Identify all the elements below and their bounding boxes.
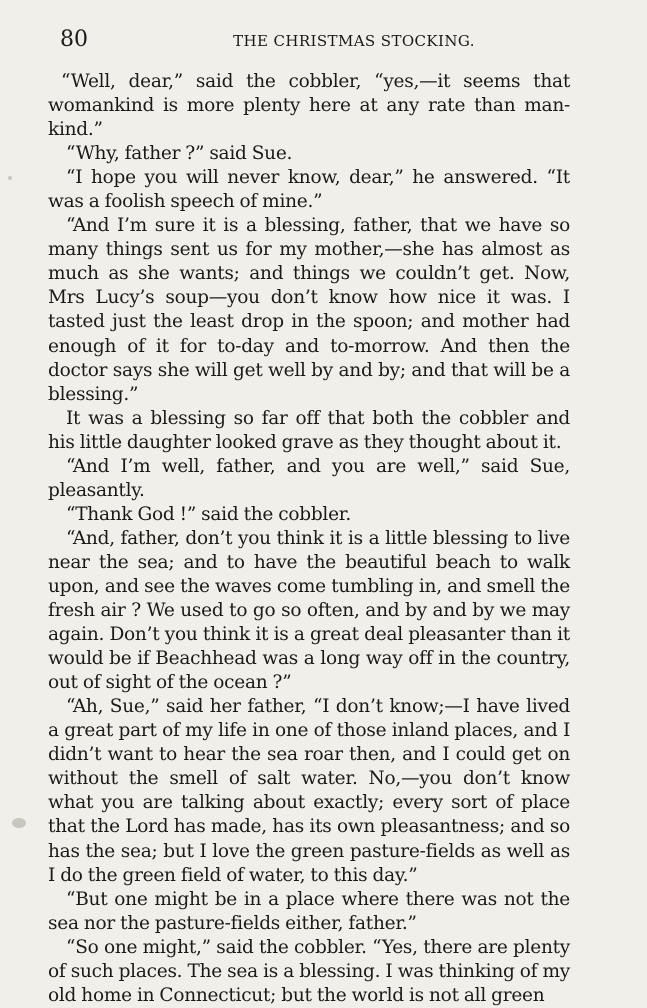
paragraph: “And, father, don’t you think it is a little blessing to live near the sea; and to have the beautiful beach to walk upon, and see the waves come tumbling in, and smell the fresh air ? We used to go so often, and by and by we may again. Don’t you think it is a great deal pleasanter than it would be if Beachhead was a long way off in the country, out of sight of the ocean ?”	[48, 527, 570, 694]
paragraph: “Why, father ?” said Sue.	[66, 143, 293, 165]
page-number: 80	[60, 27, 88, 52]
page-header	[60, 27, 608, 57]
paragraph: “Well, dear,” said the cobbler, “yes,—it seems that womankind is more plenty here at any rate than man-kind.”	[48, 71, 570, 141]
paper-speck	[8, 176, 12, 180]
paragraph: “Thank God !” said the cobbler.	[66, 503, 351, 525]
body-text	[48, 70, 570, 1008]
paragraph: “I hope you will never know, dear,” he answered. “It was a foolish speech of mine.”	[48, 167, 570, 213]
paragraph: “Ah, Sue,” said her father, “I don’t know;—I have lived a great part of my life in one of those inland places, and I didn’t want to hear the sea roar then, and I could get on without the smell of salt water. No,—you don’t know what you are talking about exactly; every sort of place that the Lord has made, has its own pleasantness; and so has the sea; but I love the green pasture-fields as well as I do the green field of water, to this day.”	[48, 696, 570, 886]
paper-speck	[12, 818, 26, 828]
paragraph: “And I’m sure it is a blessing, father, that we have so many things sent us for my mother,—she has almost as much as she wants; and things we couldn’t get. Now, Mrs Lucy’s soup—you don’t know how nice it was. I tasted just the least drop in the spoon; and mother had enough of it for to-day and to-morrow. And then the doctor says she will get well by and by; and that will be a blessing.”	[48, 215, 570, 405]
paragraph: “But one might be in a place where there was not the sea nor the pasture-fields either, father.”	[48, 888, 570, 934]
paragraph: “So one might,” said the cobbler. “Yes, there are plenty of such places. The sea is a blessing. I was thinking of my old home in Connecticut; but the world is not all green	[48, 936, 570, 1006]
paragraph: It was a blessing so far off that both the cobbler and his little daughter looked grave as they thought about it.	[48, 407, 570, 453]
running-title: THE CHRISTMAS STOCKING.	[233, 32, 475, 50]
paragraph: “And I’m well, father, and you are well,” said Sue, pleasantly.	[48, 455, 570, 501]
